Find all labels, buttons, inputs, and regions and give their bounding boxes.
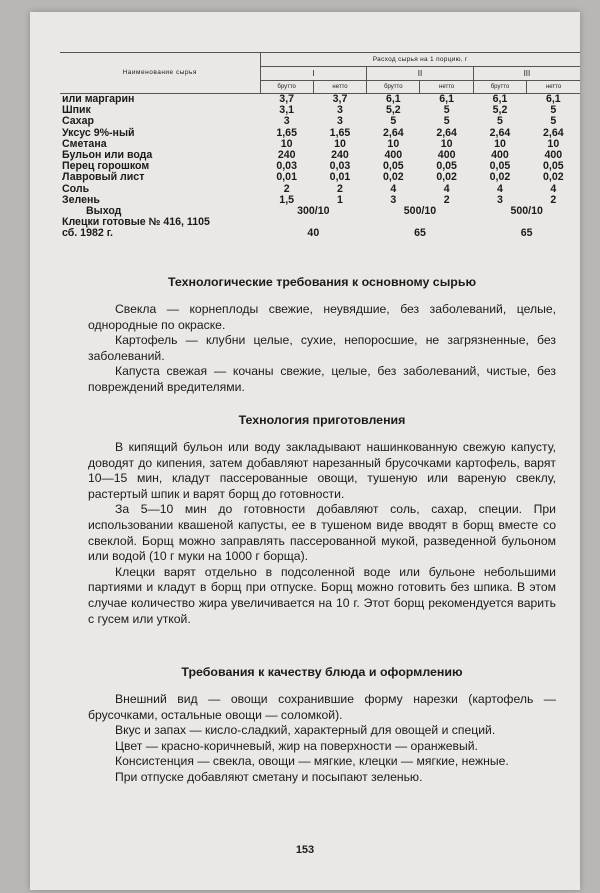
ingredient-name: Бульон или вода	[62, 149, 153, 162]
ingredient-name: Зелень	[62, 193, 100, 206]
page-number: 153	[295, 844, 315, 856]
subheader-gross: брутто	[473, 81, 526, 94]
ingredient-amount: 4	[550, 182, 557, 195]
header-col-1: I	[260, 66, 367, 81]
ingredient-amount: 2	[337, 182, 343, 195]
ingredient-amount: 6,1	[439, 93, 455, 105]
ingredient-amount: 10	[547, 137, 560, 150]
ingredient-amount: 3,7	[279, 93, 295, 105]
ingredient-amount: 0,03	[276, 160, 297, 173]
ingredient-amount: 2	[283, 182, 290, 195]
dumplings-value-2: 65	[414, 227, 426, 240]
ingredient-amount: 400	[544, 149, 563, 162]
ingredient-amount: 400	[384, 149, 403, 162]
ingredient-amount: 10	[387, 137, 400, 150]
ingredient-amount: 4	[390, 182, 397, 195]
section-title: Технологические требования к основному сырью	[167, 275, 477, 289]
ingredient-amount: 4	[443, 182, 450, 195]
dumplings-label-1: Клецки готовые № 416, 1105	[62, 216, 210, 229]
book-page	[30, 12, 580, 890]
ingredient-name: Соль	[62, 182, 90, 195]
ingredient-amount: 5	[550, 115, 557, 128]
ingredient-amount: 5	[390, 115, 397, 128]
ingredient-amount: 0,01	[329, 171, 351, 184]
ingredient-amount: 5,2	[492, 104, 508, 117]
subheader-gross: брутто	[367, 81, 420, 94]
paragraph: Капуста свежая — кочаны свежие, целые, без заболеваний, чистые, без повреждений вредителями.	[88, 364, 556, 394]
ingredient-amount: 0,02	[383, 171, 404, 184]
ingredient-amount: 0,05	[436, 160, 457, 173]
ingredient-amount: 1,5	[279, 193, 295, 206]
section-raw-materials	[88, 274, 556, 396]
output-value-3: 500/10	[510, 205, 543, 218]
ingredient-amount: 10	[334, 137, 346, 150]
ingredient-amount: 0,02	[436, 171, 457, 184]
ingredient-name: Сахар	[62, 115, 94, 128]
paragraph: Внешний вид — овощи сохранившие форму нарезки (картофель — брусочками, остальные овощи — соломкой).	[88, 692, 556, 722]
paragraph: Консистенция — свекла, овощи — мягкие, клецки — мягкие, нежные.	[115, 754, 509, 769]
ingredient-amount: 10	[440, 137, 453, 150]
ingredient-amount: 0,05	[489, 160, 511, 173]
ingredient-amount: 1	[337, 193, 343, 206]
paragraph: В кипящий бульон или воду закладывают нашинкованную свежую капусту, доводят до кипения, затем добавляют нарезанный брусочками картофель, варят 10—15 мин, кладут пассерованные овощи, тушеную или вареную свеклу, растертый шпик и варят борщ до готовности.	[88, 440, 556, 501]
ingredient-name: Уксус 9%-ный	[62, 126, 135, 139]
ingredient-name: Лавровый лист	[62, 171, 145, 184]
ingredient-amount: 240	[277, 149, 296, 162]
ingredient-amount: 2	[550, 193, 557, 206]
ingredient-amount: 400	[491, 149, 509, 162]
ingredient-amount: 0,03	[329, 160, 351, 173]
ingredient-amount: 3	[497, 193, 503, 206]
ingredient-amount: 0,02	[543, 171, 564, 184]
subheader-gross: брутто	[260, 81, 313, 94]
output-value-1: 300/10	[297, 205, 330, 218]
ingredient-amount: 10	[280, 137, 293, 150]
ingredient-row	[60, 116, 580, 127]
header-col-2: II	[367, 66, 474, 81]
ingredient-amount: 3	[337, 115, 343, 128]
paragraph: Свекла — корнеплоды свежие, неувядшие, без заболеваний, целые, однородные по окраске.	[88, 302, 556, 332]
ingredient-amount: 2	[443, 193, 450, 206]
ingredient-amount: 3	[337, 104, 343, 117]
header-name: Наименование сырья	[60, 53, 260, 94]
paragraph: Картофель — клубни целые, сухие, непоросшие, не загрязненные, без заболеваний.	[88, 333, 556, 363]
header-col-3: III	[473, 66, 580, 81]
ingredient-amount: 0,01	[276, 171, 297, 184]
ingredient-amount: 3,1	[279, 104, 295, 117]
ingredient-amount: 1,65	[329, 126, 351, 139]
subheader-net: нетто	[527, 81, 580, 94]
dumplings-row-2	[60, 228, 580, 239]
ingredient-row	[60, 172, 580, 183]
subheader-net: нетто	[313, 81, 366, 94]
ingredient-amount: 5,2	[385, 104, 401, 117]
subheader-net: нетто	[420, 81, 473, 94]
ingredient-amount: 5	[443, 115, 450, 128]
paragraph: Цвет — красно-коричневый, жир на поверхности — оранжевый.	[115, 738, 478, 753]
ingredient-amount: 2,64	[383, 126, 404, 139]
ingredient-amount: 2,64	[489, 126, 511, 139]
paragraph: За 5—10 мин до готовности добавляют соль, сахар, специи. При использовании квашеной капусты, ее в тушеном виде вводят в борщ вместе со свеклой. Борщ можно заправлять пассерованной мукой, разведенной бульоном или водой (10 г муки на 1000 г борща).	[88, 502, 556, 564]
ingredient-amount: 4	[497, 182, 503, 195]
recipe-table	[60, 52, 580, 240]
ingredient-amount: 2,64	[543, 126, 564, 139]
dumplings-value-1: 40	[307, 227, 320, 240]
output-label: Выход	[86, 205, 122, 218]
dumplings-value-3: 65	[520, 227, 533, 240]
ingredient-amount: 3	[283, 115, 290, 128]
section-quality	[88, 664, 556, 786]
ingredient-amount: 0,05	[383, 160, 404, 173]
ingredient-name: или маргарин	[62, 93, 135, 105]
ingredient-name: Шпик	[62, 104, 91, 117]
paragraph: Вкус и запах — кисло-сладкий, характерный для овощей и специй.	[115, 723, 496, 738]
section-title: Технология приготовления	[238, 413, 406, 427]
dumplings-row	[60, 217, 580, 228]
ingredient-amount: 240	[331, 149, 349, 162]
ingredient-amount: 0,05	[543, 160, 564, 173]
ingredient-name: Перец горошком	[62, 160, 150, 173]
ingredient-amount: 5	[443, 104, 450, 117]
ingredient-amount: 3	[390, 193, 397, 206]
ingredient-amount: 2,64	[436, 126, 457, 139]
ingredient-amount: 5	[550, 104, 557, 117]
ingredient-amount: 10	[494, 137, 506, 150]
paragraph: Клецки варят отдельно в подсоленной воде или бульоне небольшими партиями и кладут в борщ при отпуске. Борщ можно готовить без шпика. В этом случае количество жира увеличивается на 10 г. Этот борщ рекомендуется варить с гусем или уткой.	[88, 564, 556, 626]
output-value-2: 500/10	[403, 205, 437, 218]
ingredient-amount: 0,02	[489, 171, 511, 184]
paragraph: При отпуске добавляют сметану и посыпают зеленью.	[115, 769, 423, 784]
section-title: Требования к качеству блюда и оформлению	[181, 665, 463, 679]
ingredient-amount: 3,7	[332, 93, 348, 105]
ingredient-amount: 5	[497, 115, 503, 128]
ingredient-amount: 6,1	[492, 93, 508, 105]
ingredient-amount: 400	[437, 149, 456, 162]
header-group: Расход сырья на 1 порцию, г	[260, 53, 580, 67]
ingredient-amount: 6,1	[385, 93, 401, 105]
ingredient-amount: 6,1	[545, 93, 561, 105]
section-technology	[88, 412, 556, 627]
ingredient-amount: 1,65	[276, 126, 297, 139]
dumplings-label-2: сб. 1982 г.	[62, 227, 113, 240]
ingredient-name: Сметана	[62, 137, 107, 150]
